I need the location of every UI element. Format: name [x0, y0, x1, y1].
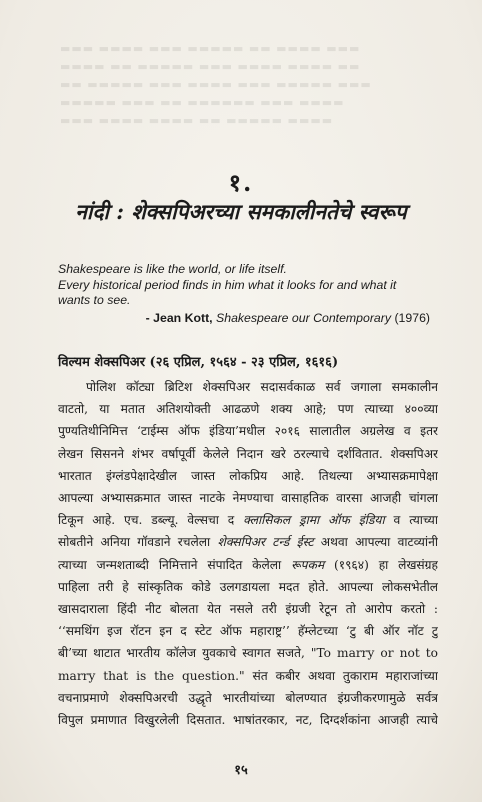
body-line: [58, 398, 438, 420]
body-text-segment: पाहिला तरी हे सांस्कृतिक कोडे उलगडायला मदत होते. आपल्या लोकसभेतील: [58, 579, 438, 594]
body-text-segment: लेखन सिसनने शंभर वर्षापूर्वी केलेले निदान खरे ठरल्याचे दर्शवितात. शेक्सपिअर: [58, 446, 438, 461]
epigraph-line: Shakespeare is like the world, or life itself.: [58, 262, 287, 276]
body-text-segment: त्याच्या जन्मशताब्दी निमित्ताने संपादित केलेला: [58, 557, 292, 572]
body-line: [58, 509, 438, 531]
section-heading: विल्यम शेक्सपिअर (२६ एप्रिल, १५६४ - २३ एप्रिल, १६१६): [58, 355, 339, 370]
body-text-segment: सोबतीने अनिया गॉवडाने रचलेला: [58, 535, 218, 550]
body-text-segment: वाटतो, या मतात अतिशयोक्ती आढळणे शक्य आहे; पण त्याच्या ४००व्या: [58, 402, 438, 417]
body-text-segment: (१९६४) हा लेखसंग्रह: [324, 557, 438, 572]
body-text-segment: भारतात इंग्लंडपेक्षादेखील जास्त लोकप्रिय आहे. तिथल्या अभ्यासक्रमापेक्षा: [58, 468, 438, 483]
body-text-segment: टिकून आहे. एच. डब्ल्यू. वेल्सचा द: [58, 513, 244, 528]
body-text-segment: खासदाराला हिंदी नीट बोलता येत नसले तरी इंग्रजी रेटून तो आरोप करतो :: [58, 602, 438, 617]
body-line: [58, 554, 438, 576]
body-line: [58, 642, 438, 664]
italic-title: क्लासिकल ड्रामा ऑफ इंडिया: [243, 513, 385, 528]
epigraph-work: Shakespeare our Contemporary: [216, 311, 392, 325]
chapter-number: १.: [228, 168, 254, 197]
body-text-segment: marry that is the question." संत कबीर अथवा तुकाराम महाराजांच्या: [58, 668, 438, 683]
body-line: [58, 376, 438, 398]
chapter-title: नांदी : शेक्सपिअरच्या समकालीनतेचे स्वरूप: [75, 199, 407, 224]
body-line: [58, 465, 438, 487]
body-text-segment: वचनाप्रमाणे शेक्सपिअरची उद्धृते भारतीयांच्या बोलण्यात इंग्रजीकरणामुळे सर्वत्र: [58, 690, 438, 705]
epigraph-attribution: [58, 311, 430, 325]
italic-title: शेक्सपिअर टर्न्ड ईस्ट: [217, 535, 314, 550]
body-line: [58, 620, 438, 642]
body-line: [58, 443, 438, 465]
body-text-segment: आपल्या अभ्यासक्रमात जास्त नाटके नेमण्याचा वासाहतिक वारसा आजही चांगला: [58, 491, 438, 506]
body-line: [58, 576, 438, 598]
epigraph-line: Every historical period finds in him what it looks for and what it: [58, 277, 397, 292]
show-through-text: ▬▬▬ ▬▬▬▬ ▬▬▬ ▬▬▬▬▬ ▬▬ ▬▬▬▬ ▬▬▬ ▬▬▬▬ ▬▬ ▬▬▬▬▬ ▬▬▬ ▬▬▬▬ ▬▬▬▬ ▬▬ ▬▬ ▬▬▬▬▬ ▬▬▬ ▬▬▬▬ ▬▬▬ ▬▬▬▬▬ ▬▬▬ ▬▬▬▬▬ ▬▬▬ ▬▬ ▬▬▬▬▬▬ ▬▬▬ ▬▬▬▬ ▬▬▬ ▬▬▬▬ ▬▬▬▬ ▬▬ ▬▬▬▬▬ ▬▬▬▬: [60, 42, 372, 127]
body-text-segment: ‘‘समथिंग इज रॉटन इन द स्टेट ऑफ महाराष्ट्र’’ हॅम्लेटच्या ‘टु बी ऑर नॉट टु: [58, 624, 438, 639]
body-text-segment: पुण्यतिथीनिमित्त ‘टाईम्स ऑफ इंडिया’मधील २०१६ सालातील अग्रलेख व इतर: [58, 424, 438, 439]
body-line: [58, 487, 438, 509]
epigraph: [58, 262, 438, 309]
body-line: [58, 531, 438, 553]
epigraph-year: (1976): [394, 311, 430, 325]
body-line: [58, 709, 438, 731]
epigraph-author: - Jean Kott,: [145, 311, 213, 325]
body-text-segment: बी’च्या थाटात भारतीय कॉलेज युवकाचे स्वागत सजते, "To marry or not to: [58, 646, 438, 661]
body-text-segment: व त्याच्या: [384, 513, 438, 528]
body-paragraph: [58, 376, 438, 731]
italic-title: रूपकम: [291, 557, 325, 572]
body-text-segment: अथवा आपल्या वाटव्यांनी: [313, 535, 438, 550]
body-line: [58, 598, 438, 620]
body-line: [58, 687, 438, 709]
body-line: [58, 665, 438, 687]
body-text-segment: विपुल प्रमाणात विखुरलेली दिसतात. भाषांतरकार, नट, दिग्दर्शकांना आजही त्याचे: [58, 713, 438, 728]
page-number: १५: [234, 763, 248, 778]
body-text-segment: पोलिश कॉट्या ब्रिटिश शेक्सपिअर सदासर्वकाळ सर्व जगाला समकालीन: [86, 380, 438, 394]
body-line: [58, 420, 438, 442]
epigraph-line: wants to see.: [58, 293, 131, 307]
